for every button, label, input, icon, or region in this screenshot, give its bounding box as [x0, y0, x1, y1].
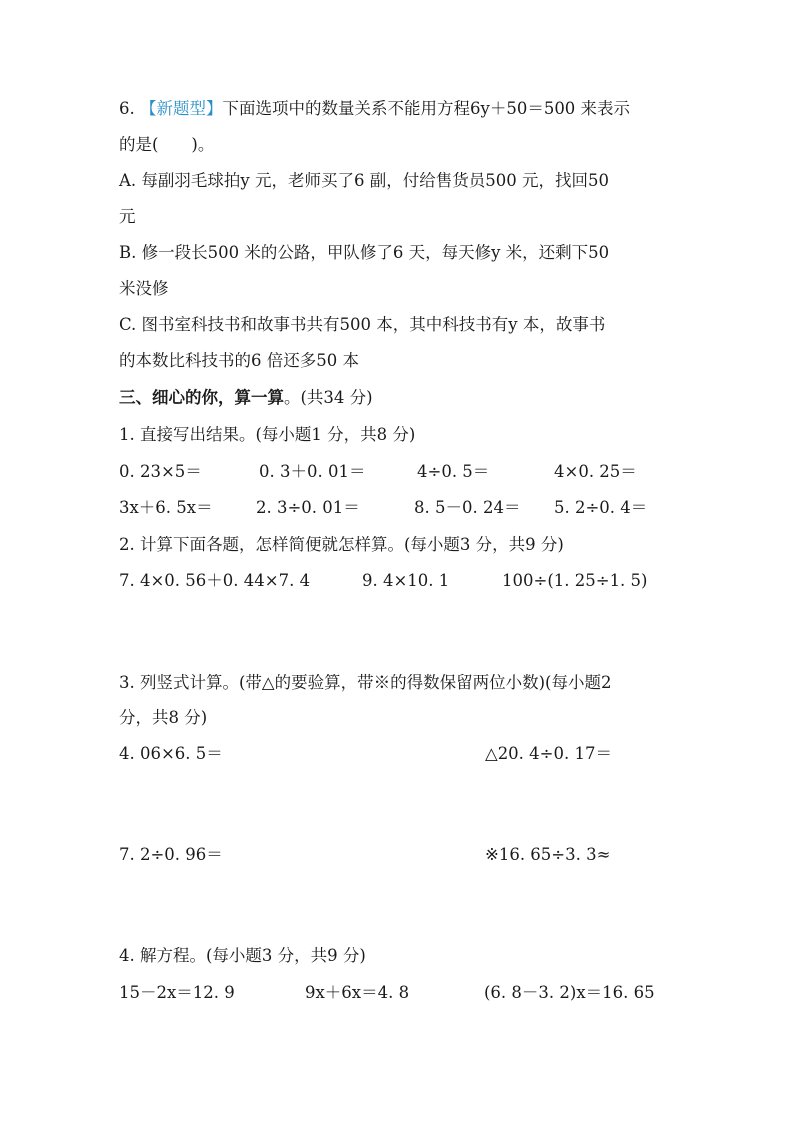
q6-stem-text: 下面选项中的数量关系不能用方程6y＋50＝500 来表示 — [222, 99, 631, 118]
p4-item: 9x＋6x＝4. 8 — [305, 983, 410, 1002]
section3-title — [119, 387, 373, 409]
p1-item: 0. 3＋0. 01＝ — [259, 462, 366, 481]
p1-heading: 1. 直接写出结果。(每小题1 分，共8 分) — [119, 425, 416, 444]
p2-item: 9. 4×10. 1 — [362, 571, 450, 590]
q6-option-a-line1: A. 每副羽毛球拍y 元，老师买了6 副，付给售货员500 元，找回50 — [119, 171, 609, 190]
q6-option-c-line2: 的本数比科技书的6 倍还多50 本 — [119, 351, 359, 370]
p1-item: 2. 3÷0. 01＝ — [256, 498, 360, 517]
section3-title-text: 三、细心的你，算一算 — [119, 388, 284, 407]
p4-heading: 4. 解方程。(每小题3 分，共9 分) — [119, 946, 366, 965]
new-type-tag: 【新题型】 — [140, 99, 223, 118]
p2-heading: 2. 计算下面各题，怎样简便就怎样算。(每小题3 分，共9 分) — [119, 535, 564, 554]
p1-item: 5. 2÷0. 4＝ — [554, 498, 648, 517]
q6-stem-line2: 的是( )。 — [119, 135, 215, 154]
p3-item: 4. 06×6. 5＝ — [119, 744, 223, 763]
p3-item: 7. 2÷0. 96＝ — [119, 845, 223, 864]
q6-option-b-line1: B. 修一段长500 米的公路，甲队修了6 天，每天修y 米，还剩下50 — [119, 243, 610, 262]
p1-item: 8. 5－0. 24＝ — [414, 498, 521, 517]
p2-item: 100÷(1. 25÷1. 5) — [502, 571, 648, 590]
p2-item: 7. 4×0. 56＋0. 44×7. 4 — [119, 571, 311, 590]
p1-item: 4×0. 25＝ — [554, 462, 637, 481]
q6-number: 6. — [119, 99, 135, 118]
p1-item: 4÷0. 5＝ — [417, 462, 490, 481]
q6-stem-line1 — [119, 98, 630, 120]
p4-item: (6. 8－3. 2)x＝16. 65 — [484, 983, 655, 1002]
section3-title-suffix: 。(共34 分) — [284, 388, 373, 407]
p3-item: △20. 4÷0. 17＝ — [485, 744, 612, 763]
q6-option-a-line2: 元 — [119, 207, 136, 226]
p3-heading-line1: 3. 列竖式计算。(带△的要验算，带※的得数保留两位小数)(每小题2 — [119, 673, 612, 692]
q6-option-c-line1: C. 图书室科技书和故事书共有500 本，其中科技书有y 本，故事书 — [119, 315, 606, 334]
p4-item: 15－2x＝12. 9 — [119, 983, 235, 1002]
p3-heading-line2: 分，共8 分) — [119, 708, 208, 727]
p1-item: 0. 23×5＝ — [119, 462, 202, 481]
p3-item: ※16. 65÷3. 3≈ — [485, 845, 611, 864]
q6-option-b-line2: 米没修 — [119, 279, 169, 298]
p1-item: 3x＋6. 5x＝ — [119, 498, 213, 517]
